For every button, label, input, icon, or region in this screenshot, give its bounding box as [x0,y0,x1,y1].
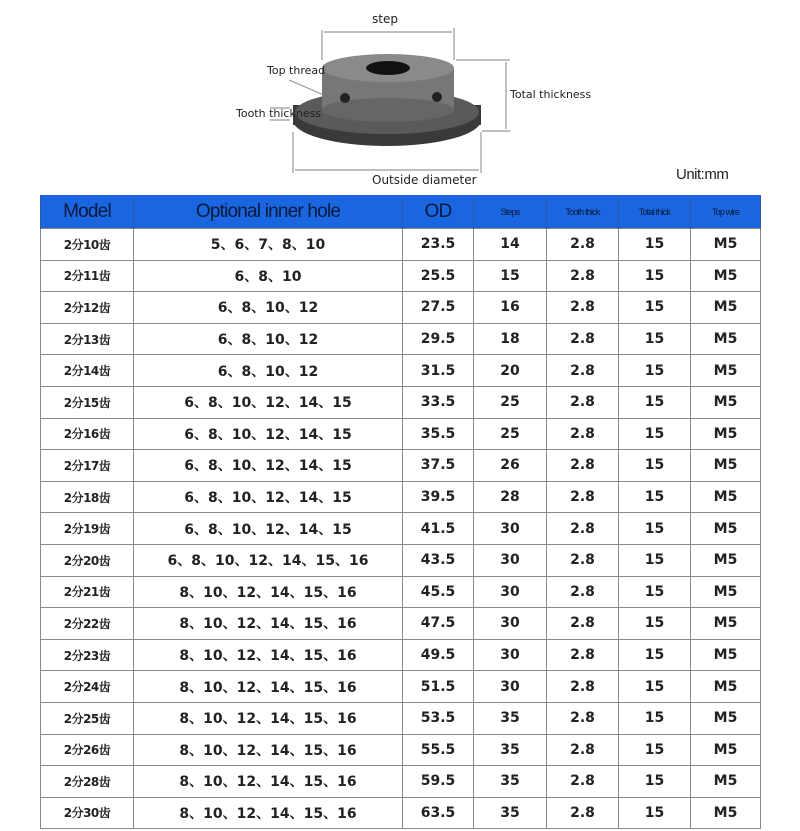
table-cell: 2.8 [547,481,619,513]
table-cell: 30 [474,513,547,545]
table-cell: 2分14齿 [41,355,134,387]
column-header: Steps [474,195,547,229]
table-cell: 15 [619,639,691,671]
table-cell: 2分22齿 [41,608,134,640]
table-cell: 25 [474,418,547,450]
table-cell: 6、8、10、12、14、15 [134,481,403,513]
table-cell: 35 [474,766,547,798]
label-step: step [372,12,398,26]
table-cell: 43.5 [403,544,474,576]
table-cell: 16 [474,292,547,324]
table-cell: 35 [474,734,547,766]
table-cell: 30 [474,671,547,703]
table-cell: 31.5 [403,355,474,387]
table-cell: 2.8 [547,386,619,418]
table-cell: 15 [619,481,691,513]
column-header: OD [403,195,474,229]
table-cell: 6、8、10、12、14、15 [134,386,403,418]
table-cell: 6、8、10、12 [134,292,403,324]
table-cell: 59.5 [403,766,474,798]
table-row [41,229,761,261]
table-cell: 15 [619,544,691,576]
column-header: Top wire [691,195,761,229]
table-cell: 8、10、12、14、15、16 [134,797,403,829]
table-cell: 8、10、12、14、15、16 [134,639,403,671]
table-cell: 6、8、10、12、14、15、16 [134,544,403,576]
table-cell: 2分15齿 [41,386,134,418]
table-cell: 2.8 [547,260,619,292]
table-cell: 35 [474,702,547,734]
table-cell: 8、10、12、14、15、16 [134,576,403,608]
table-cell: 2.8 [547,355,619,387]
table-cell: 2分26齿 [41,734,134,766]
table-cell: 2.8 [547,229,619,261]
table-cell: 2.8 [547,639,619,671]
table-cell: 6、8、10 [134,260,403,292]
table-cell: M5 [691,639,761,671]
table-cell: 2分24齿 [41,671,134,703]
sprocket-diagram [0,0,800,190]
column-header: Tooth thick [547,195,619,229]
table-cell: 2.8 [547,766,619,798]
table-cell: 8、10、12、14、15、16 [134,671,403,703]
table-cell: 53.5 [403,702,474,734]
table-cell: M5 [691,544,761,576]
table-cell: 15 [619,355,691,387]
table-cell: 15 [619,229,691,261]
table-cell: 6、8、10、12 [134,323,403,355]
table-cell: 30 [474,544,547,576]
table-cell: 2分28齿 [41,766,134,798]
label-total-thickness: Total thickness [510,88,592,101]
table-cell: 2分18齿 [41,481,134,513]
table-cell: 45.5 [403,576,474,608]
table-cell: 49.5 [403,639,474,671]
table-cell: 2分11齿 [41,260,134,292]
table-cell: 41.5 [403,513,474,545]
table-cell: 2分21齿 [41,576,134,608]
table-cell: 2分20齿 [41,544,134,576]
table-cell: M5 [691,513,761,545]
table-cell: 35.5 [403,418,474,450]
table-cell: 2分25齿 [41,702,134,734]
table-cell: 2分10齿 [41,229,134,261]
table-cell: 35 [474,797,547,829]
table-cell: 15 [619,386,691,418]
table-cell: 5、6、7、8、10 [134,229,403,261]
unit-label: Unit:mm [676,166,729,183]
table-row [41,544,761,576]
table-cell: M5 [691,702,761,734]
table-cell: 2.8 [547,544,619,576]
table-cell: 2.8 [547,797,619,829]
table-cell: 8、10、12、14、15、16 [134,766,403,798]
table-cell: 2分13齿 [41,323,134,355]
table-cell: 15 [619,608,691,640]
table-row [41,323,761,355]
table-cell: 15 [474,260,547,292]
table-cell: 15 [619,418,691,450]
table-row [41,766,761,798]
table-cell: 6、8、10、12、14、15 [134,513,403,545]
table-cell: 8、10、12、14、15、16 [134,734,403,766]
table-cell: 8、10、12、14、15、16 [134,702,403,734]
table-cell: 6、8、10、12、14、15 [134,450,403,482]
table-row [41,576,761,608]
table-cell: M5 [691,386,761,418]
table-cell: 15 [619,766,691,798]
table-row [41,608,761,640]
table-row [41,797,761,829]
table-cell: 14 [474,229,547,261]
table-cell: 2.8 [547,418,619,450]
table-cell: 2.8 [547,608,619,640]
table-cell: 2分12齿 [41,292,134,324]
column-header: Optional inner hole [134,195,403,229]
table-cell: 25.5 [403,260,474,292]
table-cell: 15 [619,797,691,829]
table-cell: 2.8 [547,702,619,734]
table-cell: 33.5 [403,386,474,418]
table-cell: M5 [691,797,761,829]
table-cell: M5 [691,260,761,292]
label-top-thread: Top thread [267,64,326,77]
table-cell: 6、8、10、12 [134,355,403,387]
table-cell: 15 [619,734,691,766]
table-cell: M5 [691,576,761,608]
table-row [41,292,761,324]
table-cell: 2.8 [547,734,619,766]
table-cell: 26 [474,450,547,482]
table-row [41,702,761,734]
table-cell: 51.5 [403,671,474,703]
table-cell: M5 [691,323,761,355]
table-cell: 15 [619,292,691,324]
column-header: Model [41,195,134,229]
table-cell: 28 [474,481,547,513]
table-cell: M5 [691,481,761,513]
table-cell: 37.5 [403,450,474,482]
table-cell: 2.8 [547,292,619,324]
table-cell: M5 [691,671,761,703]
table-cell: 30 [474,639,547,671]
table-cell: 2.8 [547,513,619,545]
table-cell: 15 [619,671,691,703]
table-row [41,734,761,766]
table-cell: 2.8 [547,671,619,703]
table-cell: M5 [691,418,761,450]
table-cell: 63.5 [403,797,474,829]
spec-table [40,195,761,829]
table-row [41,260,761,292]
table-row [41,386,761,418]
table-cell: 30 [474,608,547,640]
table-cell: 39.5 [403,481,474,513]
table-cell: M5 [691,292,761,324]
table-cell: 30 [474,576,547,608]
table-cell: 15 [619,513,691,545]
table-cell: 2.8 [547,323,619,355]
table-cell: 15 [619,450,691,482]
label-outside-diameter: Outside diameter [372,173,477,187]
table-cell: 47.5 [403,608,474,640]
table-row [41,450,761,482]
table-cell: 18 [474,323,547,355]
table-cell: 6、8、10、12、14、15 [134,418,403,450]
table-cell: 23.5 [403,229,474,261]
table-cell: M5 [691,734,761,766]
column-header: Total thick [619,195,691,229]
label-tooth-thickness: Tooth thickness [236,107,322,120]
table-cell: 15 [619,323,691,355]
table-row [41,639,761,671]
table-cell: M5 [691,608,761,640]
table-cell: 2分17齿 [41,450,134,482]
table-cell: 29.5 [403,323,474,355]
table-cell: 2分30齿 [41,797,134,829]
table-cell: 2分23齿 [41,639,134,671]
table-row [41,481,761,513]
table-cell: 20 [474,355,547,387]
table-cell: 2分16齿 [41,418,134,450]
table-cell: 55.5 [403,734,474,766]
table-row [41,418,761,450]
table-cell: M5 [691,229,761,261]
table-cell: 2分19齿 [41,513,134,545]
table-cell: M5 [691,355,761,387]
table-cell: 15 [619,576,691,608]
table-cell: 15 [619,702,691,734]
table-row [41,671,761,703]
table-cell: M5 [691,450,761,482]
table-cell: M5 [691,766,761,798]
table-cell: 27.5 [403,292,474,324]
table-cell: 2.8 [547,576,619,608]
table-cell: 25 [474,386,547,418]
table-row [41,355,761,387]
table-cell: 8、10、12、14、15、16 [134,608,403,640]
table-cell: 15 [619,260,691,292]
table-row [41,513,761,545]
table-cell: 2.8 [547,450,619,482]
